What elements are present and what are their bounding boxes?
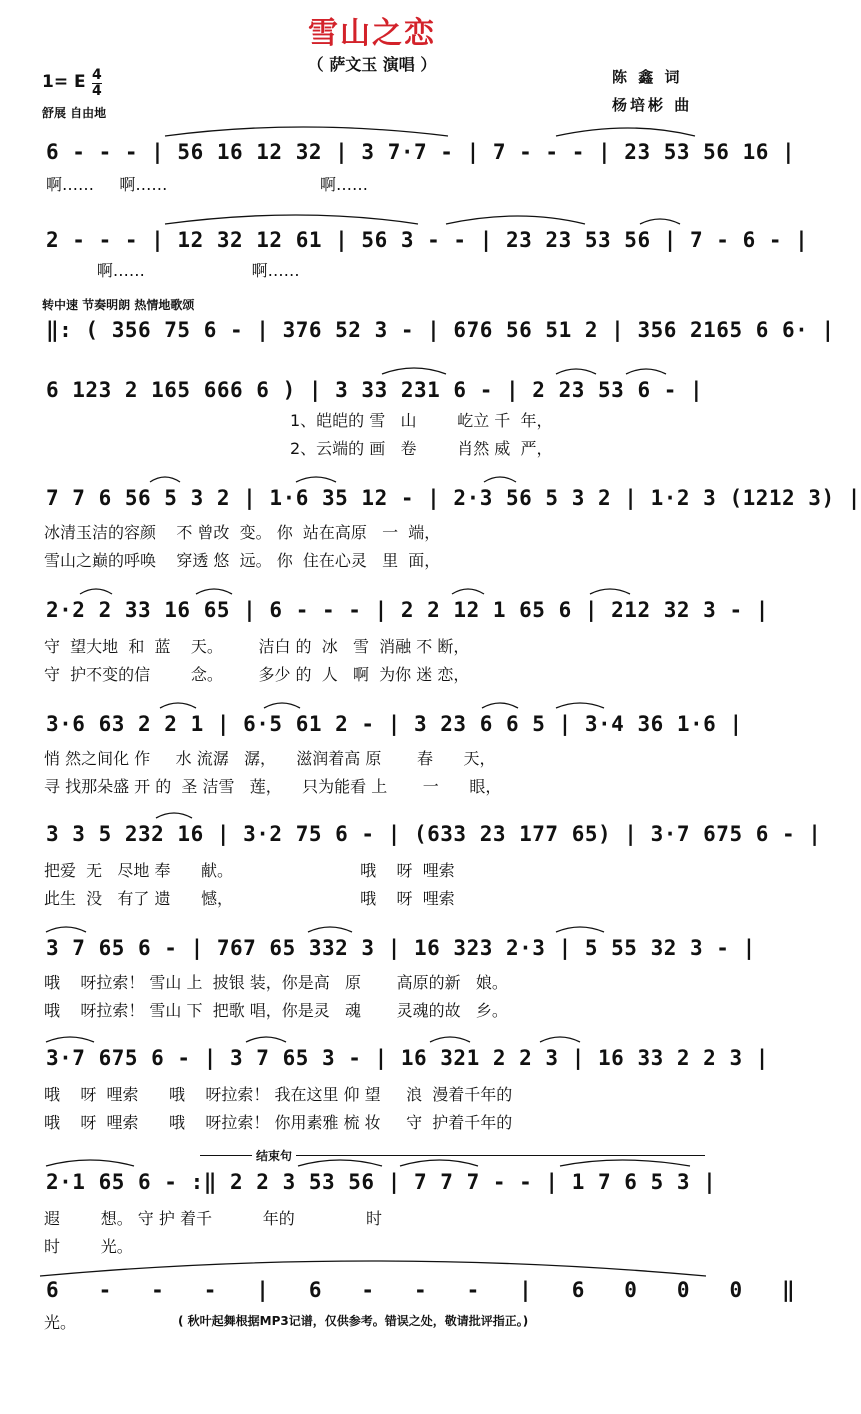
ending-label: 结束句 bbox=[252, 1147, 296, 1164]
slur-mark bbox=[46, 1037, 94, 1042]
slur-mark bbox=[165, 215, 418, 224]
slur-mark bbox=[196, 589, 232, 594]
notation-row-3: ‖: ( 356 75 6 - | 376 52 3 - | 676 56 51 2 | 356 2165 6 6· | bbox=[46, 318, 835, 342]
slur-mark bbox=[46, 1160, 134, 1166]
lyric-row-11-verse-2: 时 光。 bbox=[44, 1237, 133, 1256]
slur-mark bbox=[298, 1160, 382, 1166]
lyric-row-4-verse-2: 2、云端的 画 卷 肖然 威 严， bbox=[290, 439, 553, 458]
slur-mark bbox=[556, 128, 695, 136]
lyric-row-7-verse-1: 悄 然之间化 作 水 流潺 潺， 滋润着高 原 春 天， bbox=[44, 749, 496, 768]
notation-row-10: 3·7 675 6 - | 3 7 65 3 - | 16 321 2 2 3 | 16 33 2 2 3 | bbox=[46, 1046, 769, 1070]
slur-mark bbox=[46, 927, 86, 932]
lyric-row-11-verse-1: 遐 想。 守 护 着千 年的 时 bbox=[44, 1209, 383, 1228]
lyric-row-6-verse-2: 守 护不变的信 念。 多少 的 人 啊 为你 迷 恋， bbox=[44, 665, 470, 684]
slur-mark bbox=[160, 703, 196, 708]
notation-row-5: 7 7 6 56 5 3 2 | 1·6 35 12 - | 2·3 56 5 3 2 | 1·2 3 (1212 3) | bbox=[46, 486, 861, 510]
lyric-row-5-verse-2: 雪山之巅的呼唤 穿透 悠 远。 你 住在心灵 里 面， bbox=[44, 551, 441, 570]
notation-row-4: 6 123 2 165 666 6 ) | 3 33 231 6 - | 2 23 53 6 - | bbox=[46, 378, 704, 402]
slur-mark bbox=[430, 1037, 470, 1042]
slur-mark bbox=[590, 589, 630, 594]
slur-mark bbox=[264, 703, 300, 708]
lyric-row-8-verse-1: 把爱 无 尽地 奉 献。 哦 呀 哩索 bbox=[44, 861, 455, 880]
slur-mark bbox=[446, 216, 585, 224]
notation-row-1: 6 - - - | 56 16 12 32 | 3 7·7 - | 7 - - - | 23 53 56 16 | bbox=[46, 140, 796, 164]
composer-credit: 杨培彬 曲 bbox=[612, 96, 693, 114]
meter-bottom: 4 bbox=[92, 83, 102, 99]
notation-row-9: 3 7 65 6 - | 767 65 332 3 | 16 323 2·3 | 5 55 32 3 - | bbox=[46, 936, 756, 960]
lyric-row-2-verse-1: 啊…… 啊…… bbox=[46, 261, 300, 280]
lyric-row-1-verse-1: 啊…… 啊…… 啊…… bbox=[46, 175, 369, 194]
lyric-row-9-verse-2: 哦 呀拉索！ 雪山 下 把歌 唱，你是灵 魂 灵魂的故 乡。 bbox=[44, 1001, 508, 1020]
slur-mark bbox=[556, 369, 596, 374]
lyric-row-12-verse-1: 光。 bbox=[44, 1313, 77, 1332]
slur-mark bbox=[308, 927, 352, 932]
slur-mark bbox=[640, 219, 680, 224]
expression-tempo: 转中速 节奏明朗 热情地歌颂 bbox=[42, 298, 195, 312]
lyricist-credit: 陈 鑫 词 bbox=[612, 68, 683, 86]
slur-mark bbox=[150, 477, 180, 482]
expression-free: 舒展 自由地 bbox=[42, 106, 107, 120]
slur-mark bbox=[556, 703, 604, 708]
slur-mark bbox=[382, 368, 446, 374]
slur-mark bbox=[452, 589, 484, 594]
slur-mark bbox=[540, 1037, 580, 1042]
notation-row-6: 2·2 2 33 16 65 | 6 - - - | 2 2 12 1 65 6 | 212 32 3 - | bbox=[46, 598, 769, 622]
notation-row-12: 6 - - - | 6 - - - | 6 0 0 0 ‖ bbox=[46, 1278, 796, 1302]
notation-row-11: 2·1 65 6 - :‖ 2 2 3 53 56 | 7 7 7 - - | 1 7 6 5 3 | bbox=[46, 1170, 717, 1194]
lyric-row-7-verse-2: 寻 找那朵盛 开 的 圣 洁雪 莲， 只为能看 上 一 眼， bbox=[44, 777, 502, 796]
lyric-row-4-verse-1: 1、皑皑的 雪 山 屹立 千 年， bbox=[290, 411, 553, 430]
transcription-note: ( 秋叶起舞根据MP3记谱，仅供参考。错误之处，敬请批评指正。) bbox=[178, 1314, 529, 1328]
lyric-row-6-verse-1: 守 望大地 和 蓝 天。 洁白 的 冰 雪 消融 不 断， bbox=[44, 637, 470, 656]
performer-line: （ 萨文玉 演唱 ） bbox=[307, 55, 437, 74]
slur-mark bbox=[484, 477, 516, 482]
slur-mark bbox=[40, 1261, 706, 1276]
slur-mark bbox=[296, 477, 336, 482]
slur-mark bbox=[482, 703, 518, 708]
lyric-row-10-verse-2: 哦 呀 哩索 哦 呀拉索！ 你用素雅 梳 妆 守 护着千年的 bbox=[44, 1113, 513, 1132]
slur-mark bbox=[560, 1160, 690, 1166]
key-signature: 1= E bbox=[42, 72, 86, 92]
notation-row-8: 3 3 5 232 16 | 3·2 75 6 - | (633 23 177 65) | 3·7 675 6 - | bbox=[46, 822, 822, 846]
slur-mark bbox=[400, 1160, 478, 1166]
notation-row-2: 2 - - - | 12 32 12 61 | 56 3 - - | 23 23 53 56 | 7 - 6 - | bbox=[46, 228, 809, 252]
notation-row-7: 3·6 63 2 2 1 | 6·5 61 2 - | 3 23 6 6 5 | 3·4 36 1·6 | bbox=[46, 712, 743, 736]
slur-mark bbox=[246, 1037, 286, 1042]
lyric-row-10-verse-1: 哦 呀 哩索 哦 呀拉索！ 我在这里 仰 望 浪 漫着千年的 bbox=[44, 1085, 513, 1104]
lyric-row-8-verse-2: 此生 没 有了 遗 憾， 哦 呀 哩索 bbox=[44, 889, 455, 908]
slur-mark bbox=[556, 927, 604, 932]
lyric-row-5-verse-1: 冰清玉洁的容颜 不 曾改 变。 你 站在高原 一 端， bbox=[44, 523, 441, 542]
slur-mark bbox=[626, 369, 666, 374]
slur-mark bbox=[165, 127, 448, 136]
lyric-row-9-verse-1: 哦 呀拉索！ 雪山 上 披银 装，你是高 原 高原的新 娘。 bbox=[44, 973, 508, 992]
slur-mark bbox=[156, 813, 192, 818]
slur-mark bbox=[80, 589, 112, 594]
meter-top: 4 bbox=[92, 67, 102, 83]
song-title: 雪山之恋 bbox=[308, 16, 436, 51]
